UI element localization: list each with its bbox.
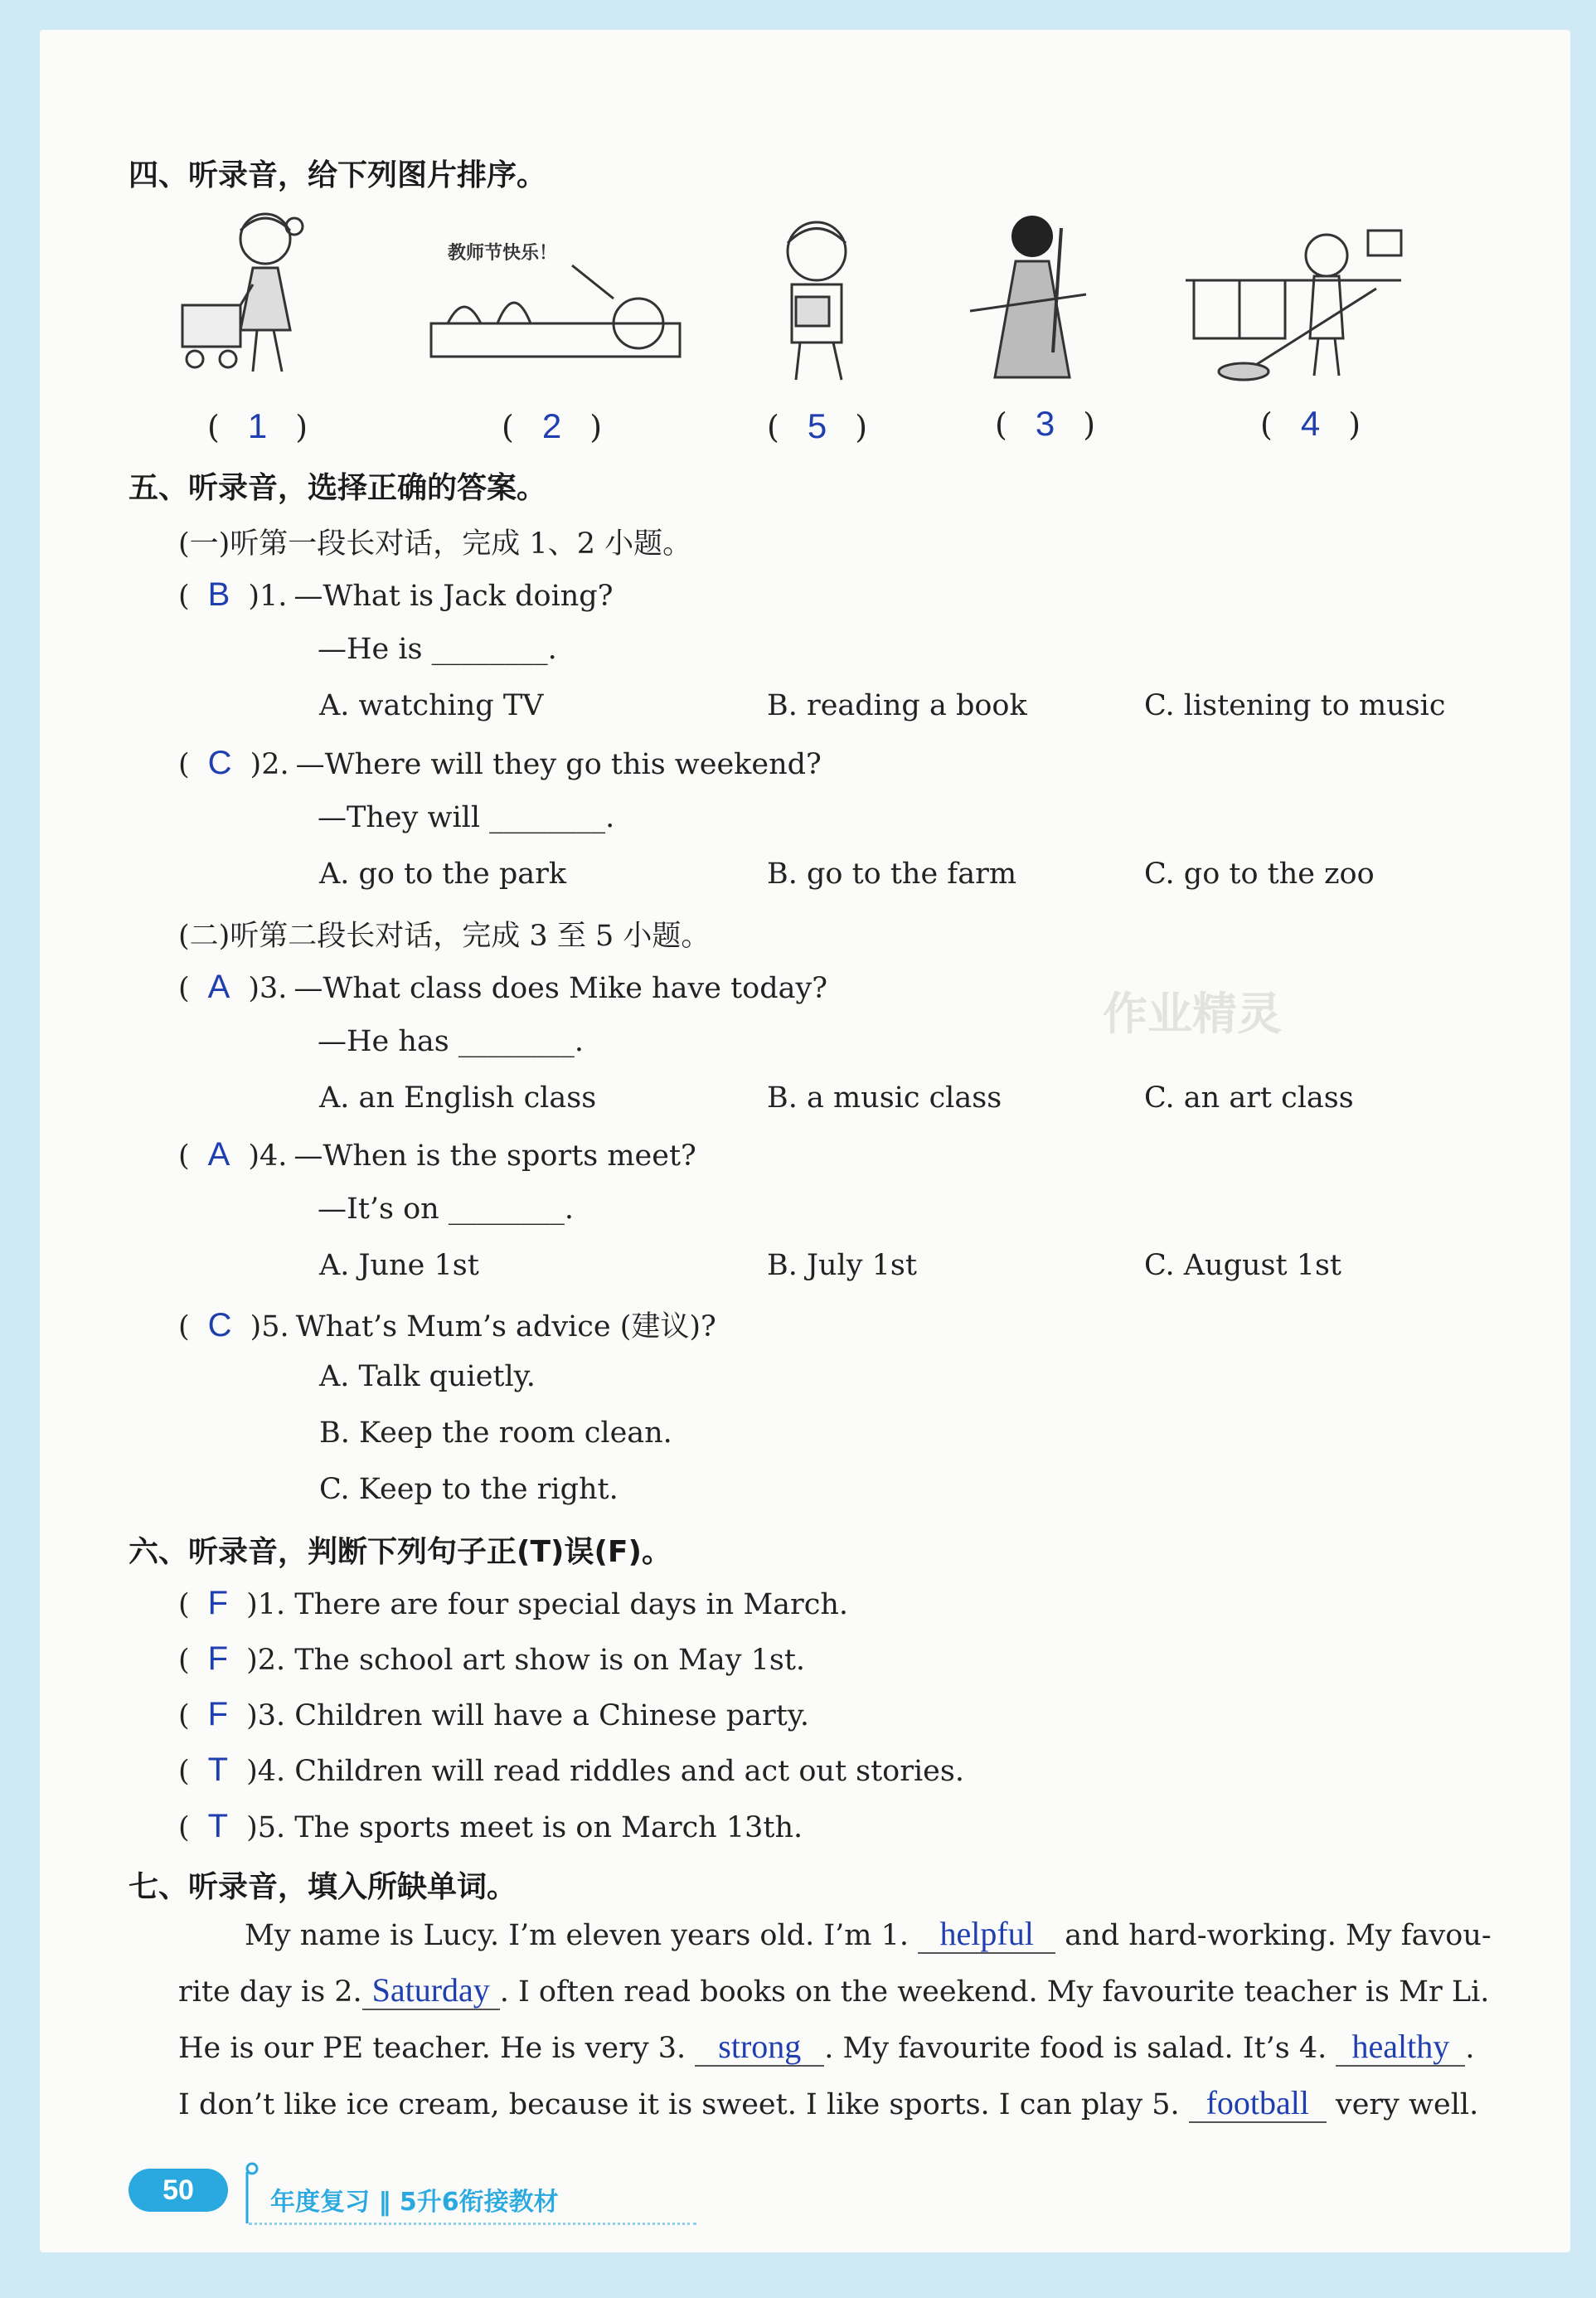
s5-q2-option-c: C. go to the zoo xyxy=(1144,857,1375,891)
blank-1: helpful xyxy=(918,1916,1055,1954)
blank-2: Saturday xyxy=(362,1972,500,2010)
blank-3: strong xyxy=(695,2028,824,2067)
section6-heading: 六、听录音，判断下列句子正(T)误(F)。 xyxy=(129,1535,672,1569)
s6-item-2: ( F )2. The school art show is on May 1st. xyxy=(178,1640,806,1677)
s5-q1-option-b: B. reading a book xyxy=(767,689,1027,722)
picture-answer-1: ( 1 ) xyxy=(207,406,308,445)
s5-q5-option-c: C. Keep to the right. xyxy=(319,1473,619,1506)
passage-line-1: My name is Lucy. I’m eleven years old. I’m 1. helpful and hard-working. My favou- xyxy=(245,1915,1492,1952)
picture-answer-2: ( 2 ) xyxy=(502,406,603,445)
section5-heading: 五、听录音，选择正确的答案。 xyxy=(129,471,547,505)
s5-q1-follow: —He is ________. xyxy=(318,633,557,666)
s5-question-5: ( C )5. What’s Mum’s advice (建议)? xyxy=(178,1307,716,1343)
s5-q1-option-a: A. watching TV xyxy=(319,689,544,722)
s5-question-1: ( B )1. —What is Jack doing? xyxy=(178,576,614,613)
s5-question-3: ( A )3. —What class does Mike have today? xyxy=(178,969,828,1005)
s6-item-5: ( T )5. The sports meet is on March 13th. xyxy=(178,1808,803,1844)
section7-heading: 七、听录音，填入所缺单词。 xyxy=(129,1870,517,1904)
blank-4: healthy xyxy=(1336,2028,1465,2067)
s5-question-2: ( C )2. —Where will they go this weekend? xyxy=(178,745,822,781)
s5-q4-follow: —It’s on ________. xyxy=(318,1193,574,1226)
footer-divider xyxy=(249,2223,696,2225)
picture-answer-3: ( 5 ) xyxy=(767,406,868,445)
s5-q2-follow: —They will ________. xyxy=(318,801,615,834)
section4-heading: 四、听录音，给下列图片排序。 xyxy=(129,158,547,192)
s5-q3-option-c: C. an art class xyxy=(1144,1081,1354,1115)
section5-part2: (二)听第二段长对话，完成 3 至 5 小题。 xyxy=(178,920,711,953)
girl-pushing-cart-icon xyxy=(174,206,332,388)
s5-q5-option-b: B. Keep the room clean. xyxy=(319,1416,672,1450)
watermark: 作业精灵 xyxy=(1103,988,1282,1040)
s5-q2-option-a: A. go to the park xyxy=(319,857,567,891)
s5-q1-option-c: C. listening to music xyxy=(1144,689,1446,722)
girl-mopping-floor-icon xyxy=(1177,214,1409,388)
s5-q3-follow: —He has ________. xyxy=(318,1025,584,1058)
boy-reading-icon xyxy=(763,214,871,388)
picture-answer-5: ( 4 ) xyxy=(1260,404,1361,443)
s6-item-3: ( F )3. Children will have a Chinese party. xyxy=(178,1696,810,1732)
blank-5: football xyxy=(1189,2085,1327,2123)
s5-q4-option-a: A. June 1st xyxy=(319,1249,479,1282)
passage-line-3: He is our PE teacher. He is very 3. strong . My favourite food is salad. It’s 4. healthy . xyxy=(178,2028,1475,2065)
page-number-badge: 50 xyxy=(129,2169,228,2212)
section5-part1: (一)听第一段长对话，完成 1、2 小题。 xyxy=(178,527,692,561)
teachers-day-banner: 教师节快乐！ xyxy=(448,243,558,264)
footer-bracket-icon xyxy=(239,2160,264,2227)
section7-passage xyxy=(178,1907,1513,2133)
s5-q5-option-a: A. Talk quietly. xyxy=(319,1360,536,1393)
s5-q3-option-a: A. an English class xyxy=(319,1081,597,1115)
girl-playing-erhu-icon xyxy=(962,211,1103,390)
passage-line-4: I don’t like ice cream, because it is sweet. I like sports. I can play 5. football very well. xyxy=(178,2084,1479,2121)
s5-question-4: ( A )4. —When is the sports meet? xyxy=(178,1136,696,1173)
s6-item-4: ( T )4. Children will read riddles and act out stories. xyxy=(178,1751,964,1788)
footer-title: 年度复习 ‖ 5升6衔接教材 xyxy=(270,2188,559,2217)
picture-answer-4: ( 3 ) xyxy=(995,404,1096,443)
teachers-day-garden-icon xyxy=(423,216,696,390)
s6-item-1: ( F )1. There are four special days in March. xyxy=(178,1585,849,1621)
s5-q4-option-c: C. August 1st xyxy=(1144,1249,1341,1282)
s5-q2-option-b: B. go to the farm xyxy=(767,857,1017,891)
s5-q4-option-b: B. July 1st xyxy=(767,1249,917,1282)
passage-line-2: rite day is 2. Saturday . I often read books on the weekend. My favourite teacher is Mr Li. xyxy=(178,1971,1490,2009)
s5-q3-option-b: B. a music class xyxy=(767,1081,1002,1115)
